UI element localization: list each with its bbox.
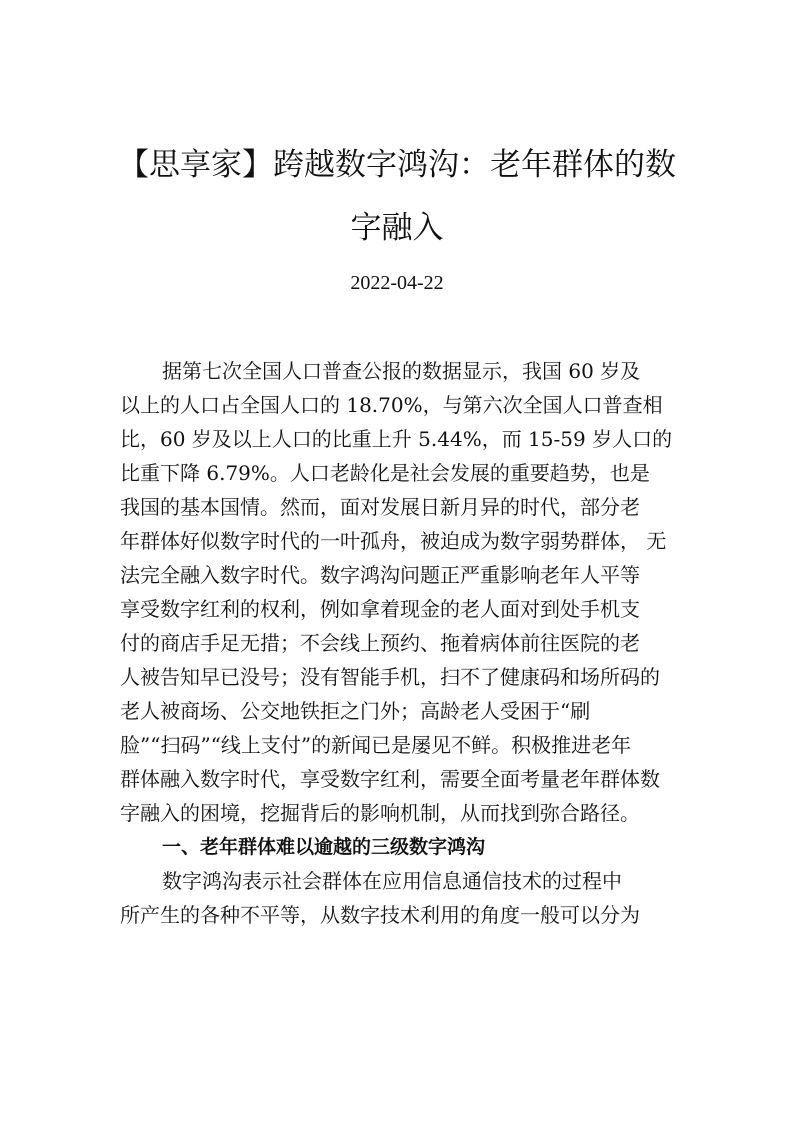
paragraph-line: 法完全融入数字时代。数字鸿沟问题正严重影响老年人平等 (120, 563, 640, 587)
paragraph-line: 群体融入数字时代，享受数字红利，需要全面考量老年群体数 (120, 767, 660, 791)
publish-date: 2022-04-22 (350, 272, 444, 294)
paragraph-line: 比重下降 6.79%。人口老龄化是社会发展的重要趋势，也是 (120, 461, 650, 485)
article-title-line-2: 字融入 (350, 210, 444, 246)
section-heading: 一、老年群体难以逾越的三级数字鸿沟 (162, 836, 486, 858)
paragraph-line: 字融入的困境，挖掘背后的影响机制，从而找到弥合路径。 (120, 801, 640, 825)
paragraph-line: 人被告知早已没号；没有智能手机，扫不了健康码和场所码的 (120, 665, 660, 689)
article-title-line-1: 【思享家】跨越数字鸿沟：老年群体的数 (118, 147, 676, 183)
paragraph-line: 老人被商场、公交地铁拒之门外；高龄老人受困于“刷 (120, 699, 591, 723)
paragraph-line: 比，60 岁及以上人口的比重上升 5.44%，而 15-59 岁人口的 (120, 427, 673, 451)
paragraph-line: 据第七次全国人口普查公报的数据显示，我国 60 岁及 (162, 359, 641, 383)
paragraph-line: 以上的人口占全国人口的 18.70%，与第六次全国人口普查相 (120, 393, 663, 417)
paragraph-line: 数字鸿沟表示社会群体在应用信息通信技术的过程中 (162, 869, 622, 893)
article-body (120, 354, 680, 932)
paragraph-line: 所产生的各种不平等，从数字技术利用的角度一般可以分为 (120, 903, 640, 927)
paragraph-line: 享受数字红利的权利，例如拿着现金的老人面对到处手机支 (120, 597, 640, 621)
paragraph-line: 年群体好似数字时代的一叶孤舟，被迫成为数字弱势群体， 无 (120, 529, 667, 553)
paragraph-line: 脸”“扫码”“线上支付”的新闻已是屡见不鲜。积极推进老年 (120, 733, 632, 757)
paragraph-line: 我国的基本国情。然而，面对发展日新月异的时代，部分老 (120, 495, 640, 519)
paragraph-line: 付的商店手足无措；不会线上预约、拖着病体前往医院的老 (120, 631, 640, 655)
